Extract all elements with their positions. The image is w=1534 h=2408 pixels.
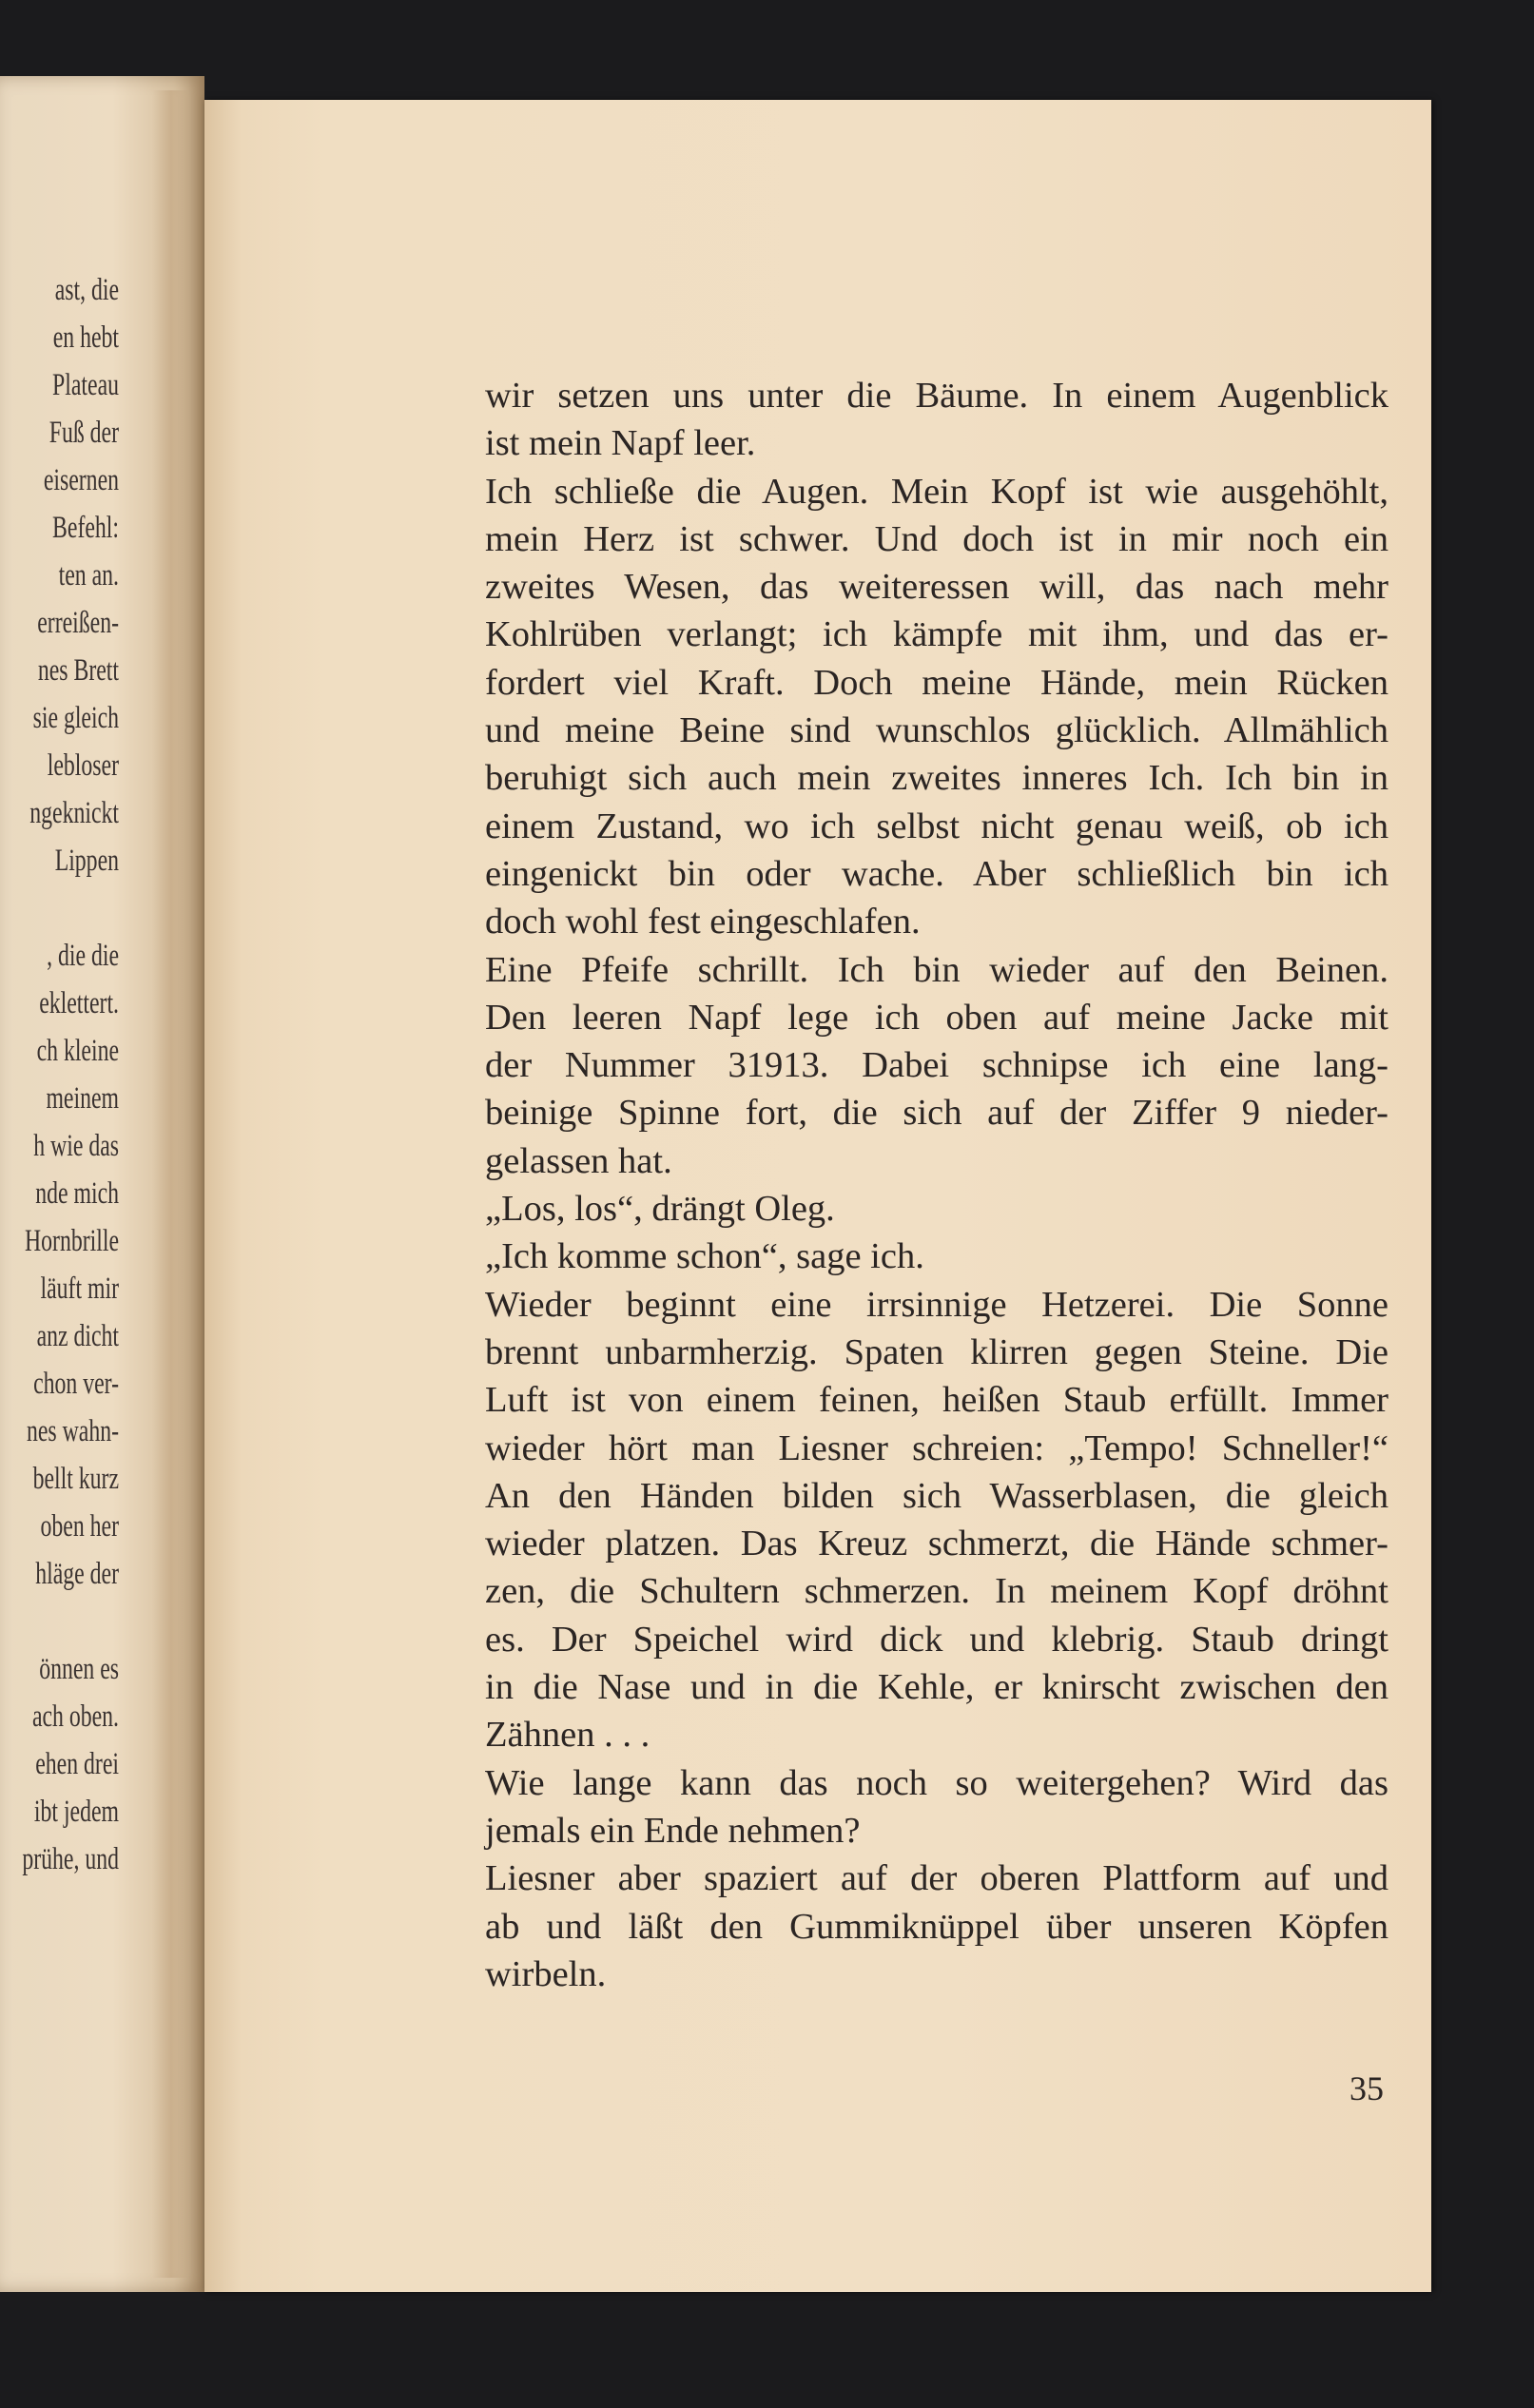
left-text-fragment: nes wahn- bbox=[27, 1414, 119, 1448]
left-text-fragment: bellt kurz bbox=[32, 1462, 120, 1496]
text-line: ab und läßt den Gummiknüppel über unseren Köpfen bbox=[485, 1906, 1388, 1947]
text-line: beruhigt sich auch mein zweites inneres Ich. Ich bin in bbox=[485, 758, 1388, 799]
text-line: Eine Pfeife schrillt. Ich bin wieder auf den Beinen. bbox=[485, 949, 1388, 990]
text-line: Wie lange kann das noch so weitergehen? Wird das bbox=[485, 1762, 1388, 1803]
text-line: in die Nase und in die Kehle, er knirscht zwischen den bbox=[485, 1667, 1388, 1708]
left-text-fragment: , die die bbox=[47, 939, 119, 973]
text-line: brennt unbarmherzig. Spaten klirren gegen Steine. Die bbox=[485, 1331, 1388, 1372]
left-text-fragment: meinem bbox=[46, 1081, 119, 1116]
text-line: es. Der Speichel wird dick und klebrig. Staub dringt bbox=[485, 1619, 1388, 1660]
text-line: jemals ein Ende nehmen? bbox=[485, 1810, 861, 1851]
text-line: zweites Wesen, das weiteressen will, das nach mehr bbox=[485, 567, 1388, 608]
text-line: doch wohl fest eingeschlafen. bbox=[485, 902, 921, 942]
left-text-fragment: sie gleich bbox=[32, 701, 120, 735]
text-line: wirbeln. bbox=[485, 1953, 607, 1994]
text-line: beinige Spinne fort, die sich auf der Ziffer 9 nieder- bbox=[485, 1093, 1388, 1134]
page-gutter bbox=[152, 90, 190, 2278]
right-page bbox=[204, 100, 1431, 2292]
text-line: Ich schließe die Augen. Mein Kopf ist wie ausgehöhlt, bbox=[485, 471, 1388, 512]
left-text-fragment: eisernen bbox=[43, 463, 119, 497]
text-line: „Ich komme schon“, sage ich. bbox=[485, 1236, 924, 1277]
text-line: Liesner aber spaziert auf der oberen Plattform auf und bbox=[485, 1858, 1388, 1899]
left-text-fragment: Lippen bbox=[54, 844, 119, 878]
page-number: 35 bbox=[1350, 2069, 1384, 2107]
left-text-fragment: ngeknickt bbox=[29, 796, 119, 830]
text-line: eingenickt bin oder wache. Aber schließlich bin ich bbox=[485, 853, 1388, 894]
left-text-fragment: ibt jedem bbox=[33, 1795, 119, 1829]
left-text-fragment: ehen drei bbox=[35, 1747, 120, 1781]
left-text-fragment: anz dicht bbox=[36, 1319, 119, 1353]
text-line: Kohlrüben verlangt; ich kämpfe mit ihm, und das er- bbox=[485, 614, 1388, 655]
text-line: mein Herz ist schwer. Und doch ist in mir noch ein bbox=[485, 518, 1388, 559]
text-line: ist mein Napf leer. bbox=[485, 423, 756, 464]
text-line: und meine Beine sind wunschlos glücklich. Allmählich bbox=[485, 710, 1388, 751]
left-text-fragment: ast, die bbox=[54, 273, 119, 307]
left-text-fragment: chon ver- bbox=[33, 1367, 120, 1401]
text-line: wir setzen uns unter die Bäume. In einem Augenblick bbox=[485, 376, 1388, 416]
left-text-fragment: Plateau bbox=[52, 368, 120, 402]
left-text-fragment: Hornbrille bbox=[25, 1224, 119, 1258]
left-text-fragment: läuft mir bbox=[40, 1272, 119, 1306]
left-text-fragment: oben her bbox=[40, 1509, 120, 1544]
text-line: „Los, los“, drängt Oleg. bbox=[485, 1189, 835, 1230]
left-text-fragment: prühe, und bbox=[22, 1842, 119, 1876]
left-text-fragment: Befehl: bbox=[52, 511, 120, 545]
text-line: Wieder beginnt eine irrsinnige Hetzerei. Die Sonne bbox=[485, 1284, 1388, 1325]
left-text-fragment: Fuß der bbox=[49, 416, 119, 450]
text-line: einem Zustand, wo ich selbst nicht genau weiß, ob ich bbox=[485, 806, 1388, 846]
left-text-fragment: nes Brett bbox=[37, 653, 120, 688]
page-body-text bbox=[485, 372, 1388, 1998]
left-text-fragment: hläge der bbox=[35, 1557, 120, 1591]
text-line: Den leeren Napf lege ich oben auf meine Jacke mit bbox=[485, 997, 1388, 1038]
text-line: An den Händen bilden sich Wasserblasen, die gleich bbox=[485, 1475, 1388, 1516]
left-text-fragment: eklettert. bbox=[39, 986, 119, 1020]
left-text-fragment: lebloser bbox=[47, 748, 119, 783]
text-line: fordert viel Kraft. Doch meine Hände, mein Rücken bbox=[485, 662, 1388, 703]
left-text-fragment: en hebt bbox=[52, 320, 119, 355]
left-text-fragment: nde mich bbox=[35, 1176, 119, 1211]
text-line: gelassen hat. bbox=[485, 1140, 672, 1181]
left-text-fragment: ach oben. bbox=[31, 1699, 119, 1734]
left-text-fragment: h wie das bbox=[33, 1129, 119, 1163]
text-line: der Nummer 31913. Dabei schnipse ich eine lang- bbox=[485, 1045, 1388, 1086]
text-line: zen, die Schultern schmerzen. In meinem Kopf dröhnt bbox=[485, 1571, 1388, 1612]
left-text-fragment: ch kleine bbox=[36, 1034, 119, 1068]
text-line: Luft ist von einem feinen, heißen Staub erfüllt. Immer bbox=[485, 1380, 1388, 1421]
text-line: Zähnen . . . bbox=[485, 1715, 650, 1756]
text-line: wieder platzen. Das Kreuz schmerzt, die Hände schmer- bbox=[485, 1524, 1388, 1564]
left-text-fragment: erreißen- bbox=[37, 606, 119, 640]
left-text-fragment: ten an. bbox=[58, 558, 119, 592]
text-line: wieder hört man Liesner schreien: „Tempo! Schneller!“ bbox=[485, 1427, 1388, 1468]
left-text-fragment: önnen es bbox=[39, 1652, 120, 1686]
